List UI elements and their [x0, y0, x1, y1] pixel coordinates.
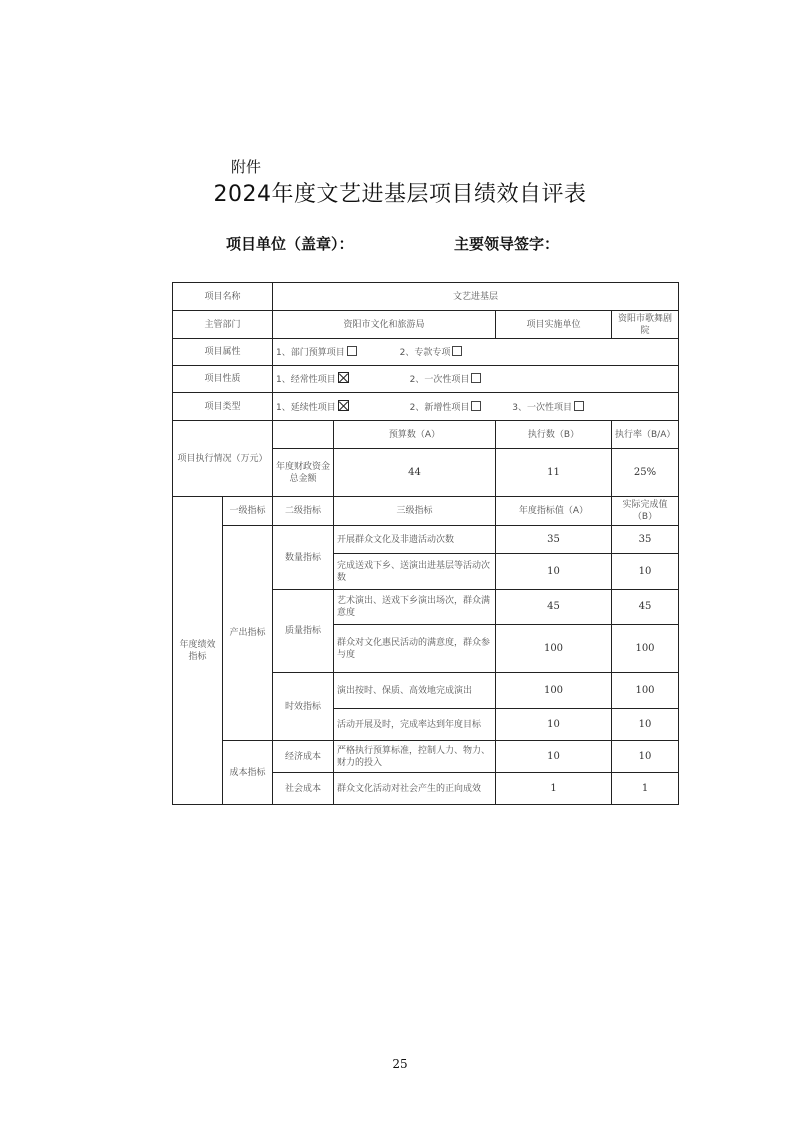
project-name-value: 文艺进基层 [273, 283, 679, 311]
indicator-row-target: 100 [496, 625, 612, 673]
timeliness-indicator-label: 时效指标 [273, 673, 334, 741]
nature-label: 项目性质 [173, 366, 273, 393]
output-indicator-label: 产出指标 [223, 526, 273, 741]
budget-header-blank [273, 421, 334, 449]
indicator-row-target: 45 [496, 590, 612, 625]
category-option-3: 3、一次性项目 [512, 401, 584, 414]
indicator-row-text: 群众文化活动对社会产生的正向成效 [334, 773, 496, 805]
indicator-header-1: 一级指标 [223, 497, 273, 526]
budget-value-b: 11 [496, 449, 612, 497]
indicator-row-actual: 10 [612, 709, 679, 741]
indicator-row-text: 严格执行预算标准，控制人力、物力、财力的投入 [334, 741, 496, 773]
department-value: 资阳市文化和旅游局 [273, 311, 496, 339]
quantity-indicator-label: 数量指标 [273, 526, 334, 590]
category-options [273, 393, 679, 421]
checkbox-empty-icon [471, 373, 481, 383]
department-label: 主管部门 [173, 311, 273, 339]
impl-unit-value: 资阳市歌舞剧院 [612, 311, 679, 339]
project-name-label: 项目名称 [173, 283, 273, 311]
category-option-2: 2、新增性项目 [410, 401, 482, 414]
indicator-row-text: 艺术演出、送戏下乡演出场次，群众满意度 [334, 590, 496, 625]
nature-options [273, 366, 679, 393]
attribute-options [273, 339, 679, 366]
checkbox-empty-icon [452, 346, 462, 356]
nature-option-2: 2、一次性项目 [410, 373, 482, 386]
indicator-header-5: 实际完成值（B） [612, 497, 679, 526]
indicator-row-target: 35 [496, 526, 612, 554]
indicator-row-target: 10 [496, 741, 612, 773]
indicator-row-target: 10 [496, 709, 612, 741]
quality-indicator-label: 质量指标 [273, 590, 334, 673]
checkbox-checked-icon [338, 400, 349, 411]
impl-unit-label: 项目实施单位 [496, 311, 612, 339]
budget-value-a: 44 [334, 449, 496, 497]
indicator-row-text: 群众对文化惠民活动的满意度，群众参与度 [334, 625, 496, 673]
indicator-row-actual: 100 [612, 673, 679, 709]
nature-option-1: 1、经常性项目 [276, 372, 349, 386]
indicator-row-text: 完成送戏下乡、送演出进基层等活动次数 [334, 554, 496, 590]
indicators-group-label: 年度绩效指标 [173, 497, 223, 805]
checkbox-empty-icon [574, 401, 584, 411]
checkbox-empty-icon [347, 346, 357, 356]
attribute-option-2: 2、专款专项 [400, 346, 463, 359]
attribute-label: 项目属性 [173, 339, 273, 366]
indicator-header-2: 二级指标 [273, 497, 334, 526]
checkbox-empty-icon [471, 401, 481, 411]
project-unit-label: 项目单位（盖章）： [226, 235, 354, 253]
page-title: 2024年度文艺进基层项目绩效自评表 [213, 182, 587, 207]
social-cost-label: 社会成本 [273, 773, 334, 805]
checkbox-checked-icon [338, 372, 349, 383]
indicator-row-target: 1 [496, 773, 612, 805]
cost-indicator-label: 成本指标 [223, 741, 273, 805]
indicator-row-actual: 45 [612, 590, 679, 625]
indicator-row-text: 演出按时、保质、高效地完成演出 [334, 673, 496, 709]
economic-cost-label: 经济成本 [273, 741, 334, 773]
indicator-row-text: 开展群众文化及非遗活动次数 [334, 526, 496, 554]
indicator-row-actual: 10 [612, 554, 679, 590]
indicator-row-actual: 35 [612, 526, 679, 554]
budget-value-c: 25% [612, 449, 679, 497]
budget-col-c: 执行率（B/A） [612, 421, 679, 449]
indicator-row-actual: 100 [612, 625, 679, 673]
indicator-header-4: 年度指标值（A） [496, 497, 612, 526]
indicator-row-actual: 10 [612, 741, 679, 773]
indicator-row-target: 10 [496, 554, 612, 590]
indicator-row-target: 100 [496, 673, 612, 709]
category-label: 项目类型 [173, 393, 273, 421]
indicator-header-3: 三级指标 [334, 497, 496, 526]
attachment-label: 附件 [231, 158, 262, 176]
performance-table [172, 282, 679, 805]
page-number: 25 [392, 1057, 408, 1071]
budget-section-label: 项目执行情况（万元） [173, 421, 273, 497]
indicator-row-actual: 1 [612, 773, 679, 805]
budget-col-a: 预算数（A） [334, 421, 496, 449]
leader-signature-label: 主要领导签字： [454, 235, 560, 253]
indicator-row-text: 活动开展及时，完成率达到年度目标 [334, 709, 496, 741]
budget-col-b: 执行数（B） [496, 421, 612, 449]
budget-row-label: 年度财政资金总金额 [273, 449, 334, 497]
category-option-1: 1、延续性项目 [276, 400, 349, 414]
attribute-option-1: 1、部门预算项目 [276, 346, 357, 359]
